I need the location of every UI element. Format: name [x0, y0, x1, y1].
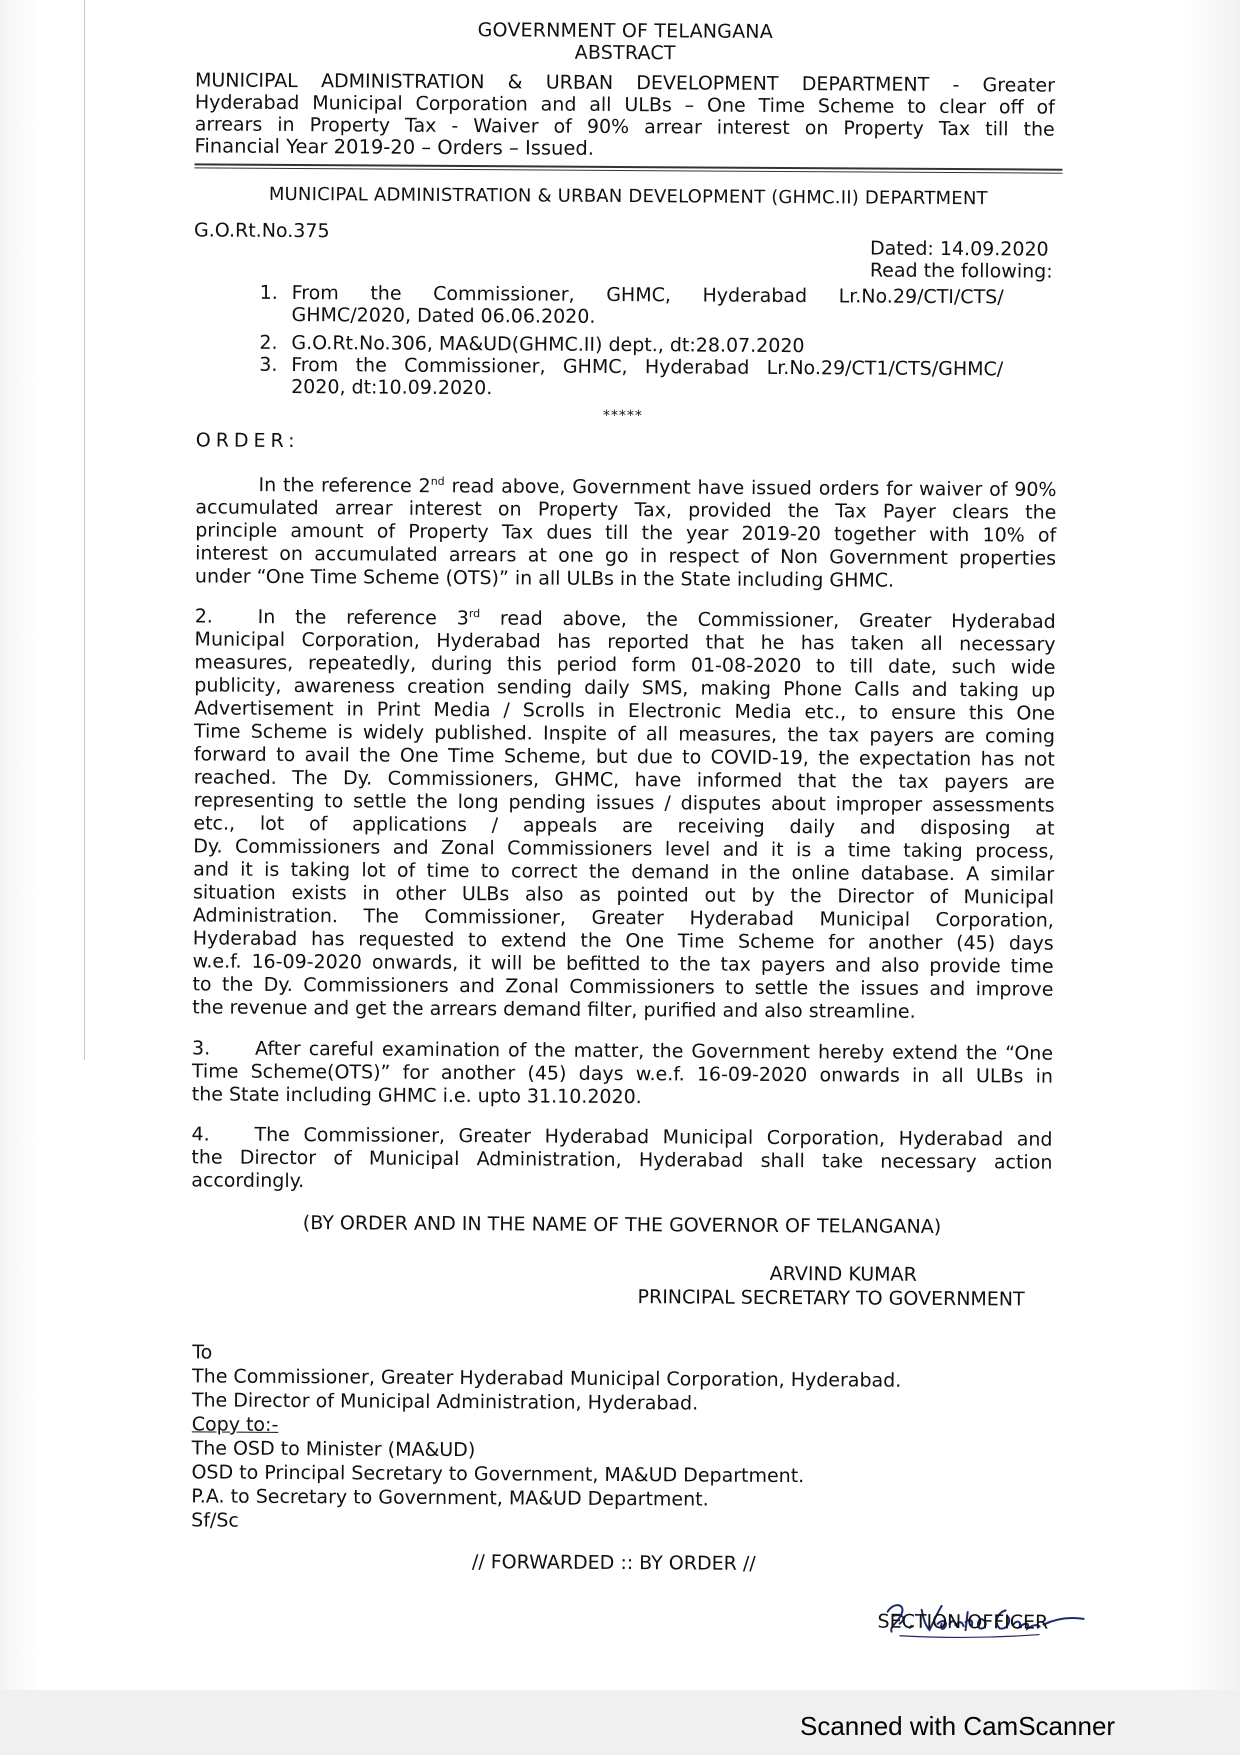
copy-line: Sf/Sc [191, 1509, 239, 1532]
paragraph-number: 2. [194, 605, 213, 628]
camscanner-stamp: Scanned with CamScanner [800, 1711, 1116, 1741]
header-government: GOVERNMENT OF TELANGANA [477, 19, 774, 43]
subject-line: Financial Year 2019-20 – Orders – Issued. [194, 134, 595, 160]
copy-line: The OSD to Minister (MA&UD) [191, 1437, 476, 1462]
paragraph-line: publicity, awareness creation sending daily SMS, making Phone Calls and taking up [194, 674, 1056, 702]
paragraph-line: The Commissioner, Greater Hyderabad Municipal Corporation, Hyderabad and [254, 1123, 1053, 1151]
paragraph-line: the Director of Municipal Administration, Hyderabad shall take necessary action [191, 1146, 1053, 1174]
paragraph-number: 3. [192, 1037, 211, 1060]
by-order-line: (BY ORDER AND IN THE NAME OF THE GOVERNOR OF TELANGANA) [302, 1212, 942, 1238]
order-date: Dated: 14.09.2020 [869, 237, 1049, 261]
paragraph-line: Administration. The Commissioner, Greater Hyderabad Municipal Corporation, [192, 904, 1054, 932]
to-label: To [192, 1341, 213, 1364]
paragraph-line: the State including GHMC i.e. upto 31.10.2020. [191, 1083, 642, 1109]
section-officer-label: SECTION OFFICER [877, 1610, 1049, 1634]
paragraph-line: forward to avail the One Time Scheme, but due to COVID-19, the expectation has not [193, 743, 1055, 771]
paragraph-line: etc., lot of applications / appeals are receiving daily and disposing at [193, 812, 1055, 840]
paragraph-line: the revenue and get the arrears demand filter, purified and also streamline. [192, 996, 916, 1023]
paragraph-line: and it is taking lot of time to correct the demand in the online database. A similar [193, 858, 1055, 886]
paragraph-line: Municipal Corporation, Hyderabad has reported that he has taken all necessary [194, 628, 1056, 656]
separator-stars: ***** [602, 407, 644, 425]
copy-line: P.A. to Secretary to Government, MA&UD Department. [191, 1485, 709, 1511]
paragraph-line: Dy. Commissioners and Zonal Commissioners level and it is a time taking process, [193, 835, 1055, 863]
signatory-title: PRINCIPAL SECRETARY TO GOVERNMENT [637, 1286, 1025, 1311]
paragraph-line: w.e.f. 16-09-2020 onwards, it will be befitted to the tax payers and also provide time [192, 950, 1054, 978]
department-heading: MUNICIPAL ADMINISTRATION & URBAN DEVELOPMENT (GHMC.II) DEPARTMENT [268, 183, 988, 210]
reference-number: 1. [259, 281, 278, 304]
paragraph-line: After careful examination of the matter, the Government hereby extend the “One [255, 1037, 1054, 1065]
reference-text: 2020, dt:10.09.2020. [291, 375, 493, 400]
subject-line: Hyderabad Municipal Corporation and all ULBs – One Time Scheme to clear off of [194, 91, 1055, 119]
paragraph-line: Advertisement in Print Media / Scrolls in Electronic Media etc., to ensure this One [194, 697, 1056, 725]
reference-text: From the Commissioner, GHMC, Hyderabad Lr.No.29/CT1/CTS/GHMC/ [291, 353, 1004, 381]
paragraph-line: accordingly. [191, 1169, 305, 1193]
reference-number: 3. [259, 353, 278, 376]
paragraph-line: to the Dy. Commissioners and Zonal Commissioners to settle the issues and improve [192, 973, 1054, 1001]
paragraph-line: Time Scheme(OTS)” for another (45) days w.e.f. 16-09-2020 onwards in all ULBs in [191, 1060, 1053, 1088]
reference-text: From the Commissioner, GHMC, Hyderabad Lr.No.29/CTI/CTS/ [291, 281, 1004, 309]
paragraph-line: under “One Time Scheme (OTS)” in all ULBs in the State including GHMC. [194, 565, 895, 592]
paragraph-line: representing to settle the long pending issues / disputes about improper assessments [193, 789, 1055, 817]
reference-text: GHMC/2020, Dated 06.06.2020. [291, 303, 596, 328]
signatory-name: ARVIND KUMAR [769, 1262, 917, 1286]
paragraph-line: In the reference 3rd read above, the Commissioner, Greater Hyderabad [257, 606, 1056, 633]
copy-line: OSD to Principal Secretary to Government, MA&UD Department. [191, 1461, 805, 1488]
forwarded-line: // FORWARDED :: BY ORDER // [471, 1551, 756, 1575]
paragraph-line: measures, repeatedly, during this period form 01-08-2020 to till date, such wide [194, 651, 1056, 679]
go-number: G.O.Rt.No.375 [194, 219, 330, 243]
paragraph-line: interest on accumulated arrears at one go in respect of Non Government properties [195, 542, 1057, 570]
subject-line: arrears in Property Tax - Waiver of 90% arrear interest on Property Tax till the [194, 113, 1055, 141]
paragraph-line: In the reference 2nd read above, Government have issued orders for waiver of 90% [258, 474, 1057, 501]
paragraph-line: principle amount of Property Tax dues till the year 2019-20 together with 10% of [195, 519, 1057, 547]
paragraph-line: situation exists in other ULBs also as pointed out by the Director of Municipal [192, 881, 1055, 909]
reference-text: G.O.Rt.No.306, MA&UD(GHMC.II) dept., dt:28.07.2020 [291, 331, 805, 358]
paragraph-line: accumulated arrear interest on Property Tax, provided the Tax Payer clears the [195, 496, 1057, 524]
paragraph-line: Time Scheme is widely published. Inspite of all measures, the tax payers are coming [193, 720, 1056, 748]
copy-to-label: Copy to:- [191, 1413, 279, 1436]
paragraph-line: Hyderabad has requested to extend the One Time Scheme for another (45) days [192, 927, 1054, 955]
read-following: Read the following: [869, 259, 1053, 283]
header-abstract: ABSTRACT [574, 41, 676, 65]
paragraph-line: reached. The Dy. Commissioners, GHMC, have informed that the tax payers are [193, 766, 1055, 794]
order-label: ORDER: [195, 429, 300, 453]
subject-line: MUNICIPAL ADMINISTRATION & URBAN DEVELOPMENT DEPARTMENT - Greater [194, 69, 1056, 97]
paragraph-number: 4. [191, 1123, 210, 1146]
recipient-line: The Director of Municipal Administration, Hyderabad. [191, 1389, 699, 1415]
reference-number: 2. [259, 331, 278, 354]
recipient-line: The Commissioner, Greater Hyderabad Municipal Corporation, Hyderabad. [192, 1365, 902, 1392]
